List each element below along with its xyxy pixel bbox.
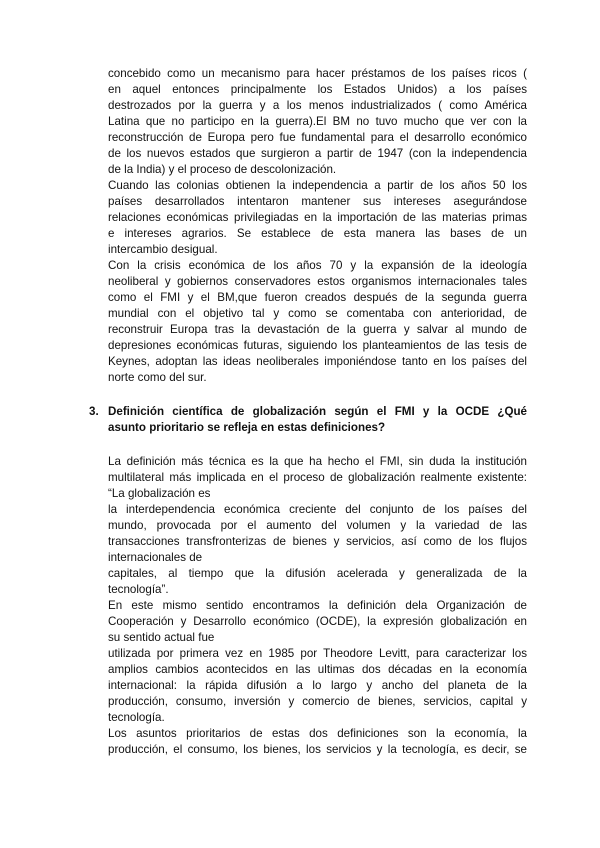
text-line: de la India) y el proceso de descolonización. [108,163,337,176]
text-line: neoliberal y gobiernos conservadores estos organismos internacionales tales [108,275,527,288]
text-line: depresiones económicas futuras, siguiendo los planteamientos de las tesis de [108,339,527,352]
heading-number: 3. [89,405,99,418]
text-line: la interdependencia económica creciente del conjunto de los países del [108,503,527,516]
text-line: Cuando las colonias obtienen la independencia a partir de los años 50 los [108,179,527,192]
text-line: en aquel entonces principalmente los Estados Unidos) a los países [108,83,527,96]
text-line: internacionales de [108,551,203,564]
text-line: destrozados por la guerra y a los menos industrializados ( como América [108,99,527,112]
text-line: su sentido actual fue [108,631,215,644]
text-line: tecnología”. [108,583,169,596]
text-line: multilateral más implicada en el proceso de globalización realmente existente: [108,471,527,484]
text-line: Cooperación y Desarrollo económico (OCDE), la expresión globalización en [108,615,527,628]
text-line: reconstrucción de Europa pero fue fundamental para el desarrollo económico [108,131,527,144]
text-line: norte como del sur. [108,371,207,384]
text-line: Los asuntos prioritarios de estas dos definiciones son la economía, la [108,727,527,740]
text-line: producción, el consumo, los bienes, los servicios y la tecnología, es decir, se [108,743,527,756]
text-line: utilizada por primera vez en 1985 por Theodore Levitt, para caracterizar los [108,647,527,660]
text-line: reconstruir Europa tras la devastación de la guerra y salvar al mundo de [108,323,527,336]
text-line: Con la crisis económica de los años 70 y la expansión de la ideología [108,259,527,272]
text-line: En este mismo sentido encontramos la definición dela Organización de [108,599,527,612]
text-line: capitales, al tiempo que la difusión acelerada y generalizada de la [108,567,527,580]
text-line: tecnología. [108,711,165,724]
text-line: e intereses agrarios. Se establece de esta manera las bases de un [108,227,527,240]
text-line: mundo, provocada por el aumento del volumen y la variedad de las [108,519,527,532]
text-line: Latina que no participo en la guerra).El BM no tuvo mucho que ver con la [108,115,527,128]
heading-line: Definición científica de globalización según el FMI y la OCDE ¿Qué [108,405,527,418]
text-line: La definición más técnica es la que ha hecho el FMI, sin duda la institución [108,455,527,468]
text-line: de los nuevos estados que surgieron a partir de 1947 (con la independencia [108,147,527,160]
text-line: como el FMI y el BM,que fueron creados después de la segunda guerra [108,291,527,304]
text-line: concebido como un mecanismo para hacer préstamos de los países ricos ( [108,67,527,80]
text-line: producción, consumo, inversión y comercio de bienes, servicios, capital y [108,695,527,708]
text-line: países desarrollados intentaron mantener sus intereses asegurándose [108,195,527,208]
text-line: “La globalización es [108,487,211,500]
heading-line: asunto prioritario se refleja en estas definiciones? [108,421,386,434]
text-line: amplios cambios acontecidos en las ultimas dos décadas en la economía [108,663,527,676]
text-line: intercambio desigual. [108,243,218,256]
text-line: transacciones transfronterizas de bienes y servicios, así como de los flujos [108,535,527,548]
text-line: Keynes, adoptan las ideas neoliberales imponiéndose tanto en los países del [108,355,527,368]
text-line: relaciones económicas privilegiadas en la importación de las materias primas [108,211,527,224]
text-line: internacional: la rápida difusión a lo largo y ancho del planeta de la [108,679,527,692]
text-line: mundial con el objetivo tal y como se comentaba con anterioridad, de [108,307,527,320]
